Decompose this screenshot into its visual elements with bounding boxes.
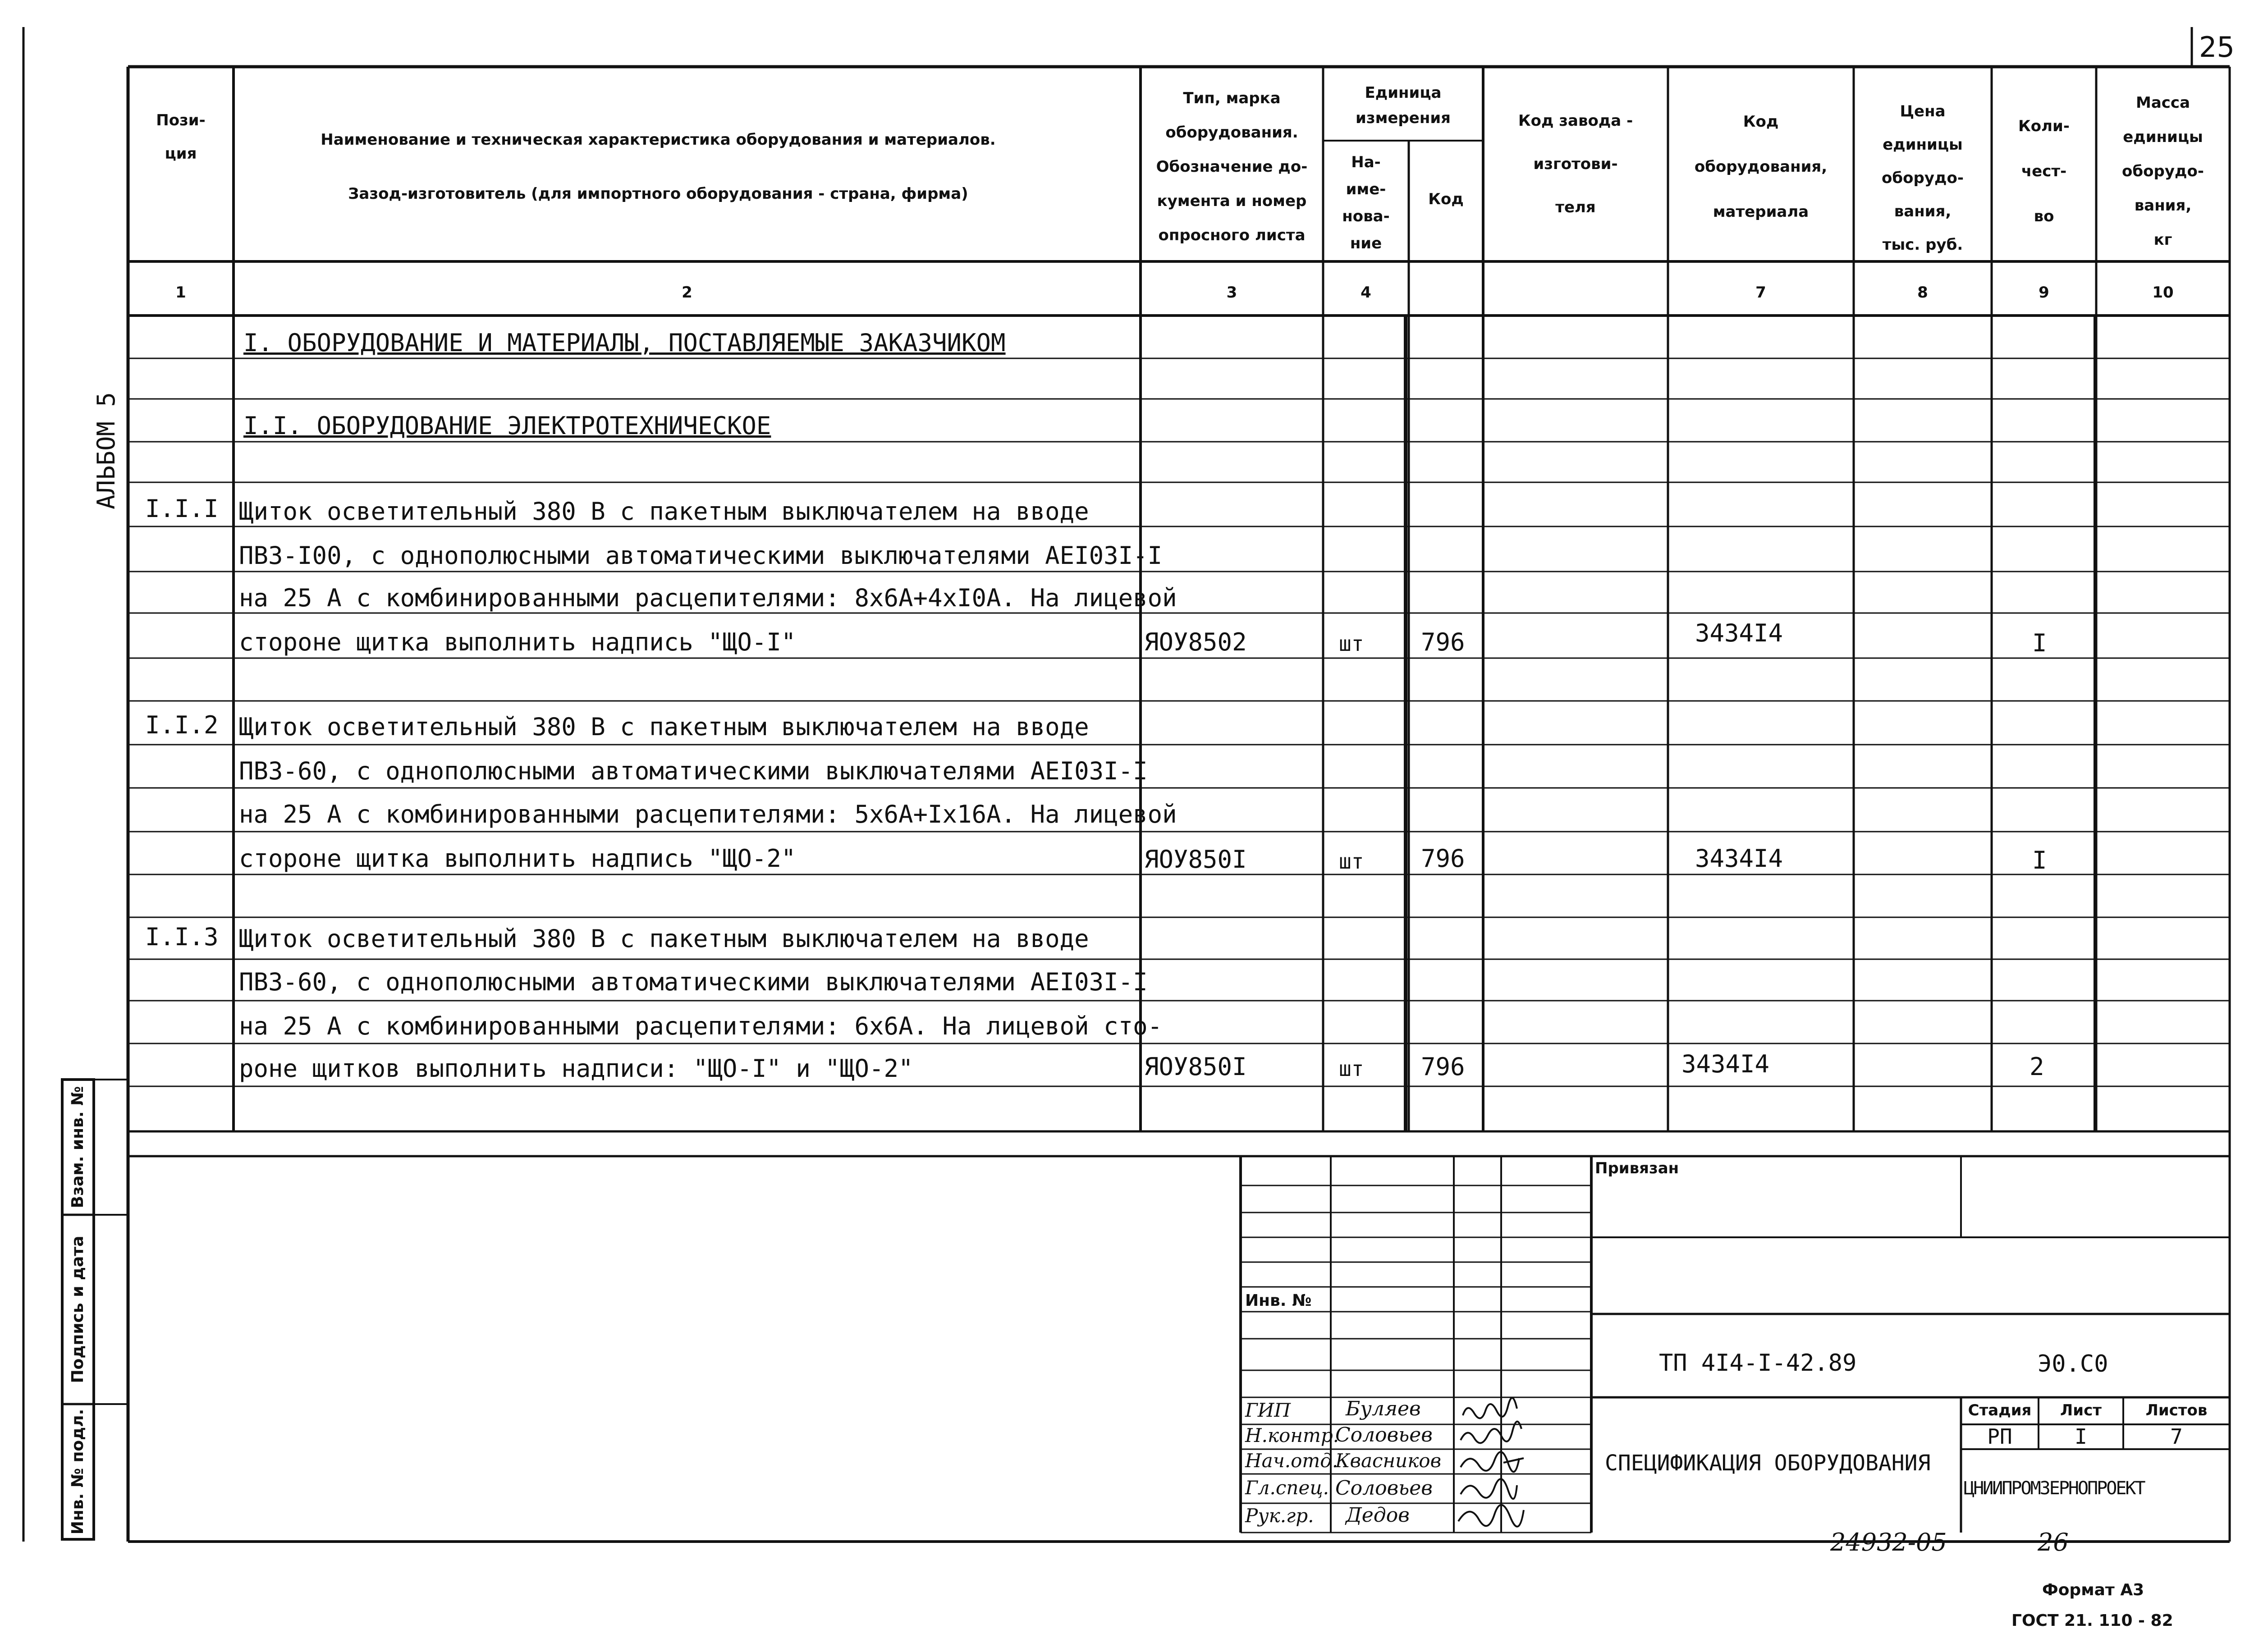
item-2-line-3: на 25 А с комбинированными расцепителями: 5х6А+Iх16А. На лицевой	[239, 800, 1177, 828]
header-col-5: Код	[1428, 190, 1464, 208]
item-1-material-code: 3434I4	[1695, 619, 1783, 647]
colnum-4: 4	[1361, 284, 1371, 302]
album-label: АЛЬБОМ 5	[92, 392, 120, 510]
item-3-line-2: ПВЗ-60, с однополюсными автоматическими выключателями АЕI03I-I	[239, 968, 1148, 996]
item-2-qty: I	[2032, 846, 2047, 874]
item-3-unit-code: 796	[1421, 1053, 1465, 1081]
header-col-7: Код оборудования, материала	[1694, 113, 1828, 221]
role-n-kontr: Н.контр.	[1245, 1424, 1339, 1446]
item-1-qty: I	[2032, 629, 2047, 657]
name-3: Квасников	[1335, 1450, 1442, 1472]
item-2-line-1: Щиток осветительный 380 В с пакетным выключателем на вводе	[239, 713, 1089, 741]
item-3-unit: шт	[1339, 1057, 1364, 1081]
header-col-2: Наименование и техническая характеристика оборудования и материалов. Зазод-изготовитель (для импортного оборудования - страна, фирма)	[321, 131, 996, 203]
colnum-2: 2	[682, 284, 692, 302]
role-gl-spec: Гл.спец.	[1245, 1477, 1329, 1499]
name-5: Дедов	[1346, 1504, 1410, 1527]
header-col-8: Цена единицы оборудо- вания, тыс. руб.	[1882, 102, 1964, 254]
header-col-9: Коли- чест- во	[2018, 117, 2070, 225]
sheet-value: I	[2075, 1424, 2087, 1449]
sheet-code: Э0.С0	[2038, 1350, 2108, 1377]
item-2-material-code: 3434I4	[1695, 844, 1783, 873]
role-nach-otd: Нач.отд.	[1245, 1450, 1338, 1472]
item-3-line-4: роне щитков выполнить надписи: "ЩО-I" и "ЩО-2"	[239, 1054, 913, 1083]
item-2-unit: шт	[1339, 849, 1364, 874]
sheet-label: Лист	[2060, 1401, 2102, 1419]
colnum-10: 10	[2152, 284, 2174, 302]
colnum-8: 8	[1917, 284, 1928, 302]
inv-no-label: Инв. №	[1245, 1291, 1312, 1310]
name-1: Буляев	[1346, 1397, 1421, 1420]
page-number: 25	[2199, 31, 2235, 64]
stamp-inv-podl: Инв. № подл.	[69, 1409, 87, 1535]
item-1-line-1: Щиток осветительный 380 В с пакетным выключателем на вводе	[239, 497, 1089, 526]
archive-number: 24932-05	[1830, 1528, 1947, 1556]
header-col-3: Тип, марка оборудования. Обозначение до- кумента и номер опросного листа	[1156, 89, 1308, 244]
item-1-unit-code: 796	[1421, 628, 1465, 656]
privyazan-label: Привязан	[1595, 1159, 1679, 1177]
item-1-unit: шт	[1339, 632, 1364, 656]
section-title: I. ОБОРУДОВАНИЕ И МАТЕРИАЛЫ, ПОСТАВЛЯЕМЫЕ ЗАКАЗЧИКОМ	[243, 329, 1006, 357]
item-3-line-1: Щиток осветительный 380 В с пакетным выключателем на вводе	[239, 924, 1089, 953]
colnum-7: 7	[1755, 284, 1766, 302]
item-2-line-2: ПВЗ-60, с однополюсными автоматическими выключателями АЕI03I-I	[239, 757, 1148, 785]
sheets-label: Листов	[2145, 1401, 2208, 1419]
role-gip: ГИП	[1245, 1399, 1291, 1421]
item-1-line-4: стороне щитка выполнить надпись "ЩО-I"	[239, 628, 796, 656]
item-1-pos: I.I.I	[145, 494, 219, 523]
item-2-pos: I.I.2	[145, 711, 219, 739]
colnum-3: 3	[1226, 284, 1237, 302]
item-1-line-3: на 25 А с комбинированными расцепителями: 8х6А+4хI0А. На лицевой	[239, 584, 1177, 612]
item-3-qty: 2	[2030, 1053, 2044, 1081]
stamp-vzam-inv: Взам. инв. №	[69, 1086, 87, 1208]
gost-label: ГОСТ 21. 110 - 82	[2011, 1611, 2173, 1630]
archive-sheet: 26	[2038, 1528, 2069, 1556]
name-4: Соловьев	[1335, 1477, 1433, 1500]
item-3-type: ЯОУ850I	[1144, 1053, 1247, 1081]
organization: ЦНИИПРОМЗЕРНОПРОЕКТ	[1964, 1478, 2144, 1499]
item-1-line-2: ПВЗ-I00, с однополюсными автоматическими выключателями АЕI03I-I	[239, 541, 1163, 570]
stage-label: Стадия	[1968, 1401, 2032, 1419]
header-col-1: Пози- ция	[156, 111, 206, 163]
document-title: СПЕЦИФИКАЦИЯ ОБОРУДОВАНИЯ	[1605, 1451, 1931, 1476]
format-label: Формат А3	[2042, 1581, 2144, 1599]
item-3-line-3: на 25 А с комбинированными расцепителями: 6х6А. На лицевой сто-	[239, 1012, 1163, 1040]
doc-code: ТП 4I4-I-42.89	[1659, 1350, 1857, 1377]
colnum-9: 9	[2039, 284, 2049, 302]
item-3-pos: I.I.3	[145, 923, 219, 951]
item-2-unit-code: 796	[1421, 844, 1465, 873]
item-2-type: ЯОУ850I	[1144, 845, 1247, 874]
header-col-6: Код завода - изготови- теля	[1518, 112, 1633, 216]
name-2: Соловьев	[1335, 1423, 1433, 1446]
role-ruk-gr: Рук.гр.	[1245, 1505, 1314, 1527]
header-unit-group: Единица измерения	[1356, 84, 1451, 127]
sheets-value: 7	[2170, 1424, 2183, 1449]
colnum-1: 1	[175, 284, 186, 302]
header-col-4: На- име- нова- ние	[1342, 153, 1390, 252]
header-col-10: Масса единицы оборудо- вания, кг	[2122, 94, 2204, 249]
item-3-material-code: 3434I4	[1681, 1050, 1770, 1078]
stage-value: РП	[1987, 1424, 2012, 1449]
subsection-title: I.I. ОБОРУДОВАНИЕ ЭЛЕКТРОТЕХНИЧЕСКОЕ	[243, 412, 771, 440]
item-1-type: ЯОУ8502	[1144, 628, 1247, 656]
item-2-line-4: стороне щитка выполнить надпись "ЩО-2"	[239, 844, 796, 873]
stamp-signature-date: Подпись и дата	[69, 1236, 87, 1383]
